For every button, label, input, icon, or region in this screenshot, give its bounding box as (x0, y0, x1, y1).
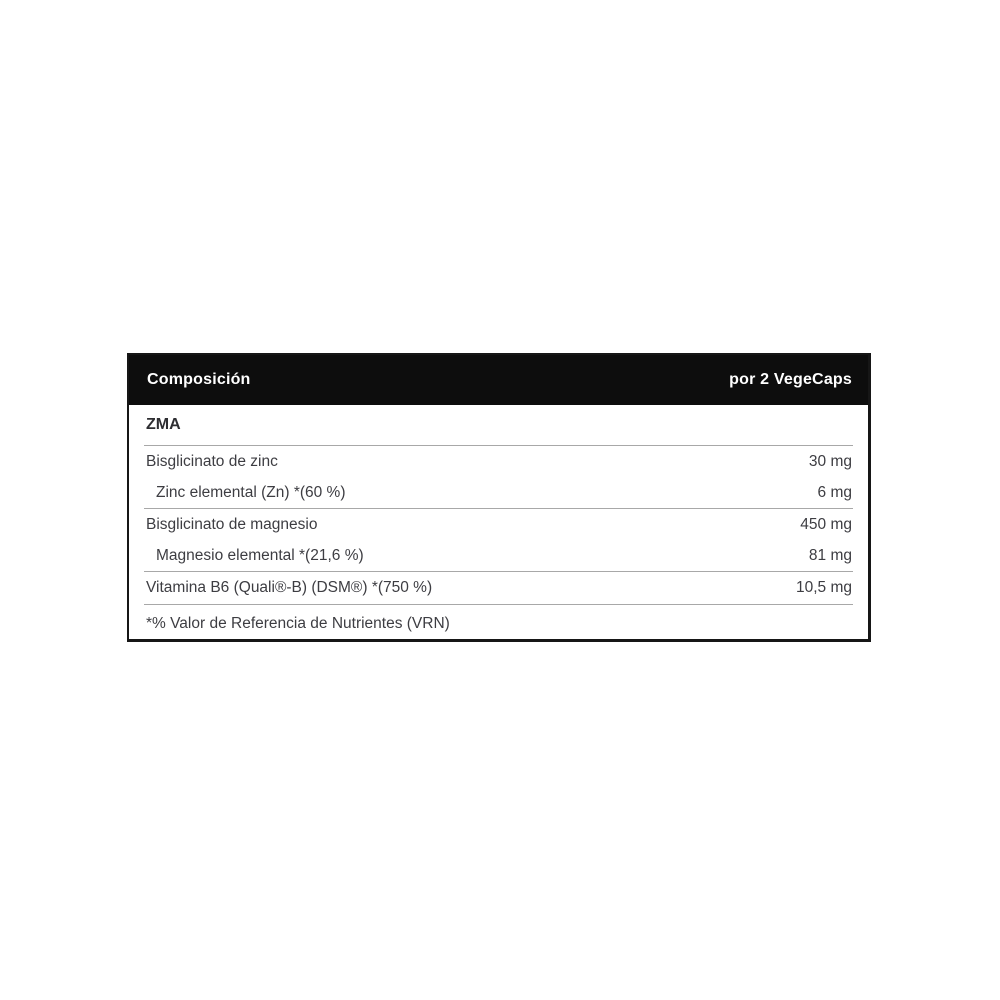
footnote-text: *% Valor de Referencia de Nutrientes (VRN) (146, 615, 450, 632)
ingredient-name: Bisglicinato de magnesio (146, 515, 318, 533)
table-row (129, 477, 868, 508)
ingredient-amount: 30 mg (808, 452, 852, 470)
table-row (129, 509, 868, 540)
ingredient-amount: 450 mg (800, 515, 852, 533)
ingredient-amount: 81 mg (808, 546, 852, 564)
footnote-row (129, 605, 868, 643)
table-row (129, 446, 868, 477)
table-header (129, 355, 868, 405)
ingredient-name: Vitamina B6 (Quali®-B) (DSM®) *(750 %) (146, 579, 433, 596)
composition-table (127, 353, 871, 642)
ingredient-name: Magnesio elemental *(21,6 %) (156, 546, 364, 564)
ingredient-amount: 10,5 mg (795, 579, 852, 596)
section-title: ZMA (146, 416, 181, 433)
serving-size-label: por 2 VegeCaps (729, 371, 852, 388)
ingredient-amount: 6 mg (817, 483, 852, 501)
table-row (129, 540, 868, 571)
section-title-row (129, 405, 868, 445)
table-row (129, 572, 868, 604)
ingredient-name: Zinc elemental (Zn) *(60 %) (156, 483, 346, 501)
table-body (129, 405, 868, 643)
ingredient-name: Bisglicinato de zinc (146, 452, 278, 470)
table-title: Composición (147, 371, 251, 388)
